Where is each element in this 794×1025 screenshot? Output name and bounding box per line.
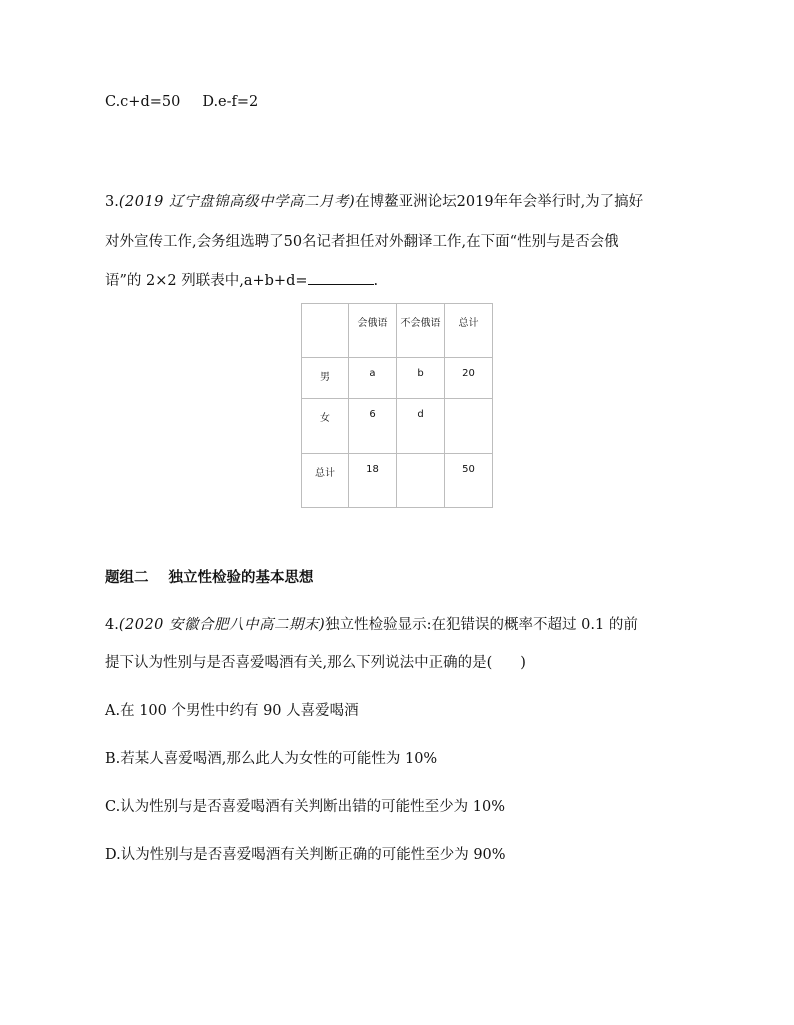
question-4-close-paren: )	[520, 655, 526, 671]
table-cell: 6	[349, 399, 397, 454]
option-b: B.若某人喜爱喝酒,那么此人为女性的可能性为 10%	[105, 751, 438, 767]
table-row	[302, 358, 493, 399]
table-cell: 50	[445, 454, 493, 508]
table-header-cell: 总计	[445, 304, 493, 358]
question-3-line-1	[105, 190, 643, 211]
table-cell: a	[349, 358, 397, 399]
table-header-cell	[302, 304, 349, 358]
table-cell	[397, 454, 445, 508]
question-3-number: 3.	[105, 194, 119, 210]
option-c-prev: C.c+d=50	[105, 94, 181, 110]
section-title: 独立性检验的基本思想	[168, 570, 314, 586]
table-cell: 女	[302, 399, 349, 454]
section-label: 题组二	[105, 570, 149, 586]
table-header-cell: 不会俄语	[397, 304, 445, 358]
answer-blank[interactable]	[308, 270, 374, 285]
question-4-text-1: 独立性检验显示:在犯错误的概率不超过 0.1 的前	[325, 617, 638, 633]
question-4-line-1	[105, 613, 638, 634]
previous-options-line	[105, 94, 258, 110]
question-4-text-2: 提下认为性别与是否喜爱喝酒有关,那么下列说法中正确的是(	[105, 655, 493, 671]
table-header-row	[302, 304, 493, 358]
question-4-number: 4.	[105, 617, 119, 633]
table-cell: 20	[445, 358, 493, 399]
table-row	[302, 454, 493, 508]
question-3-line-2	[105, 230, 619, 251]
section-heading	[105, 566, 314, 587]
table-cell: d	[397, 399, 445, 454]
question-4-source: (2020 安徽合肥八中高二期末)	[118, 617, 326, 633]
table-cell: 总计	[302, 454, 349, 508]
option-d-prev: D.e-f=2	[202, 94, 259, 110]
table-cell	[445, 399, 493, 454]
table-cell: 男	[302, 358, 349, 399]
option-a: A.在 100 个男性中约有 90 人喜爱喝酒	[105, 703, 359, 719]
table-header-cell: 会俄语	[349, 304, 397, 358]
question-4-line-2	[105, 651, 526, 672]
question-3-text-3: 语”的 2×2 列联表中,a+b+d=	[105, 273, 308, 289]
question-3-line-3	[105, 269, 378, 290]
table-cell: b	[397, 358, 445, 399]
option-d: D.认为性别与是否喜爱喝酒有关判断正确的可能性至少为 90%	[105, 847, 506, 863]
question-3-source: (2019 辽宁盘锦高级中学高二月考)	[118, 194, 356, 210]
question-3-period: .	[373, 273, 379, 289]
option-c: C.认为性别与是否喜爱喝酒有关判断出错的可能性至少为 10%	[105, 799, 506, 815]
question-3-text-2: 对外宣传工作,会务组选聘了50名记者担任对外翻译工作,在下面“性别与是否会俄	[105, 234, 619, 250]
contingency-table	[301, 303, 493, 508]
table-cell: 18	[349, 454, 397, 508]
table-row	[302, 399, 493, 454]
question-3-text-1: 在博鳌亚洲论坛2019年年会举行时,为了搞好	[355, 194, 644, 210]
